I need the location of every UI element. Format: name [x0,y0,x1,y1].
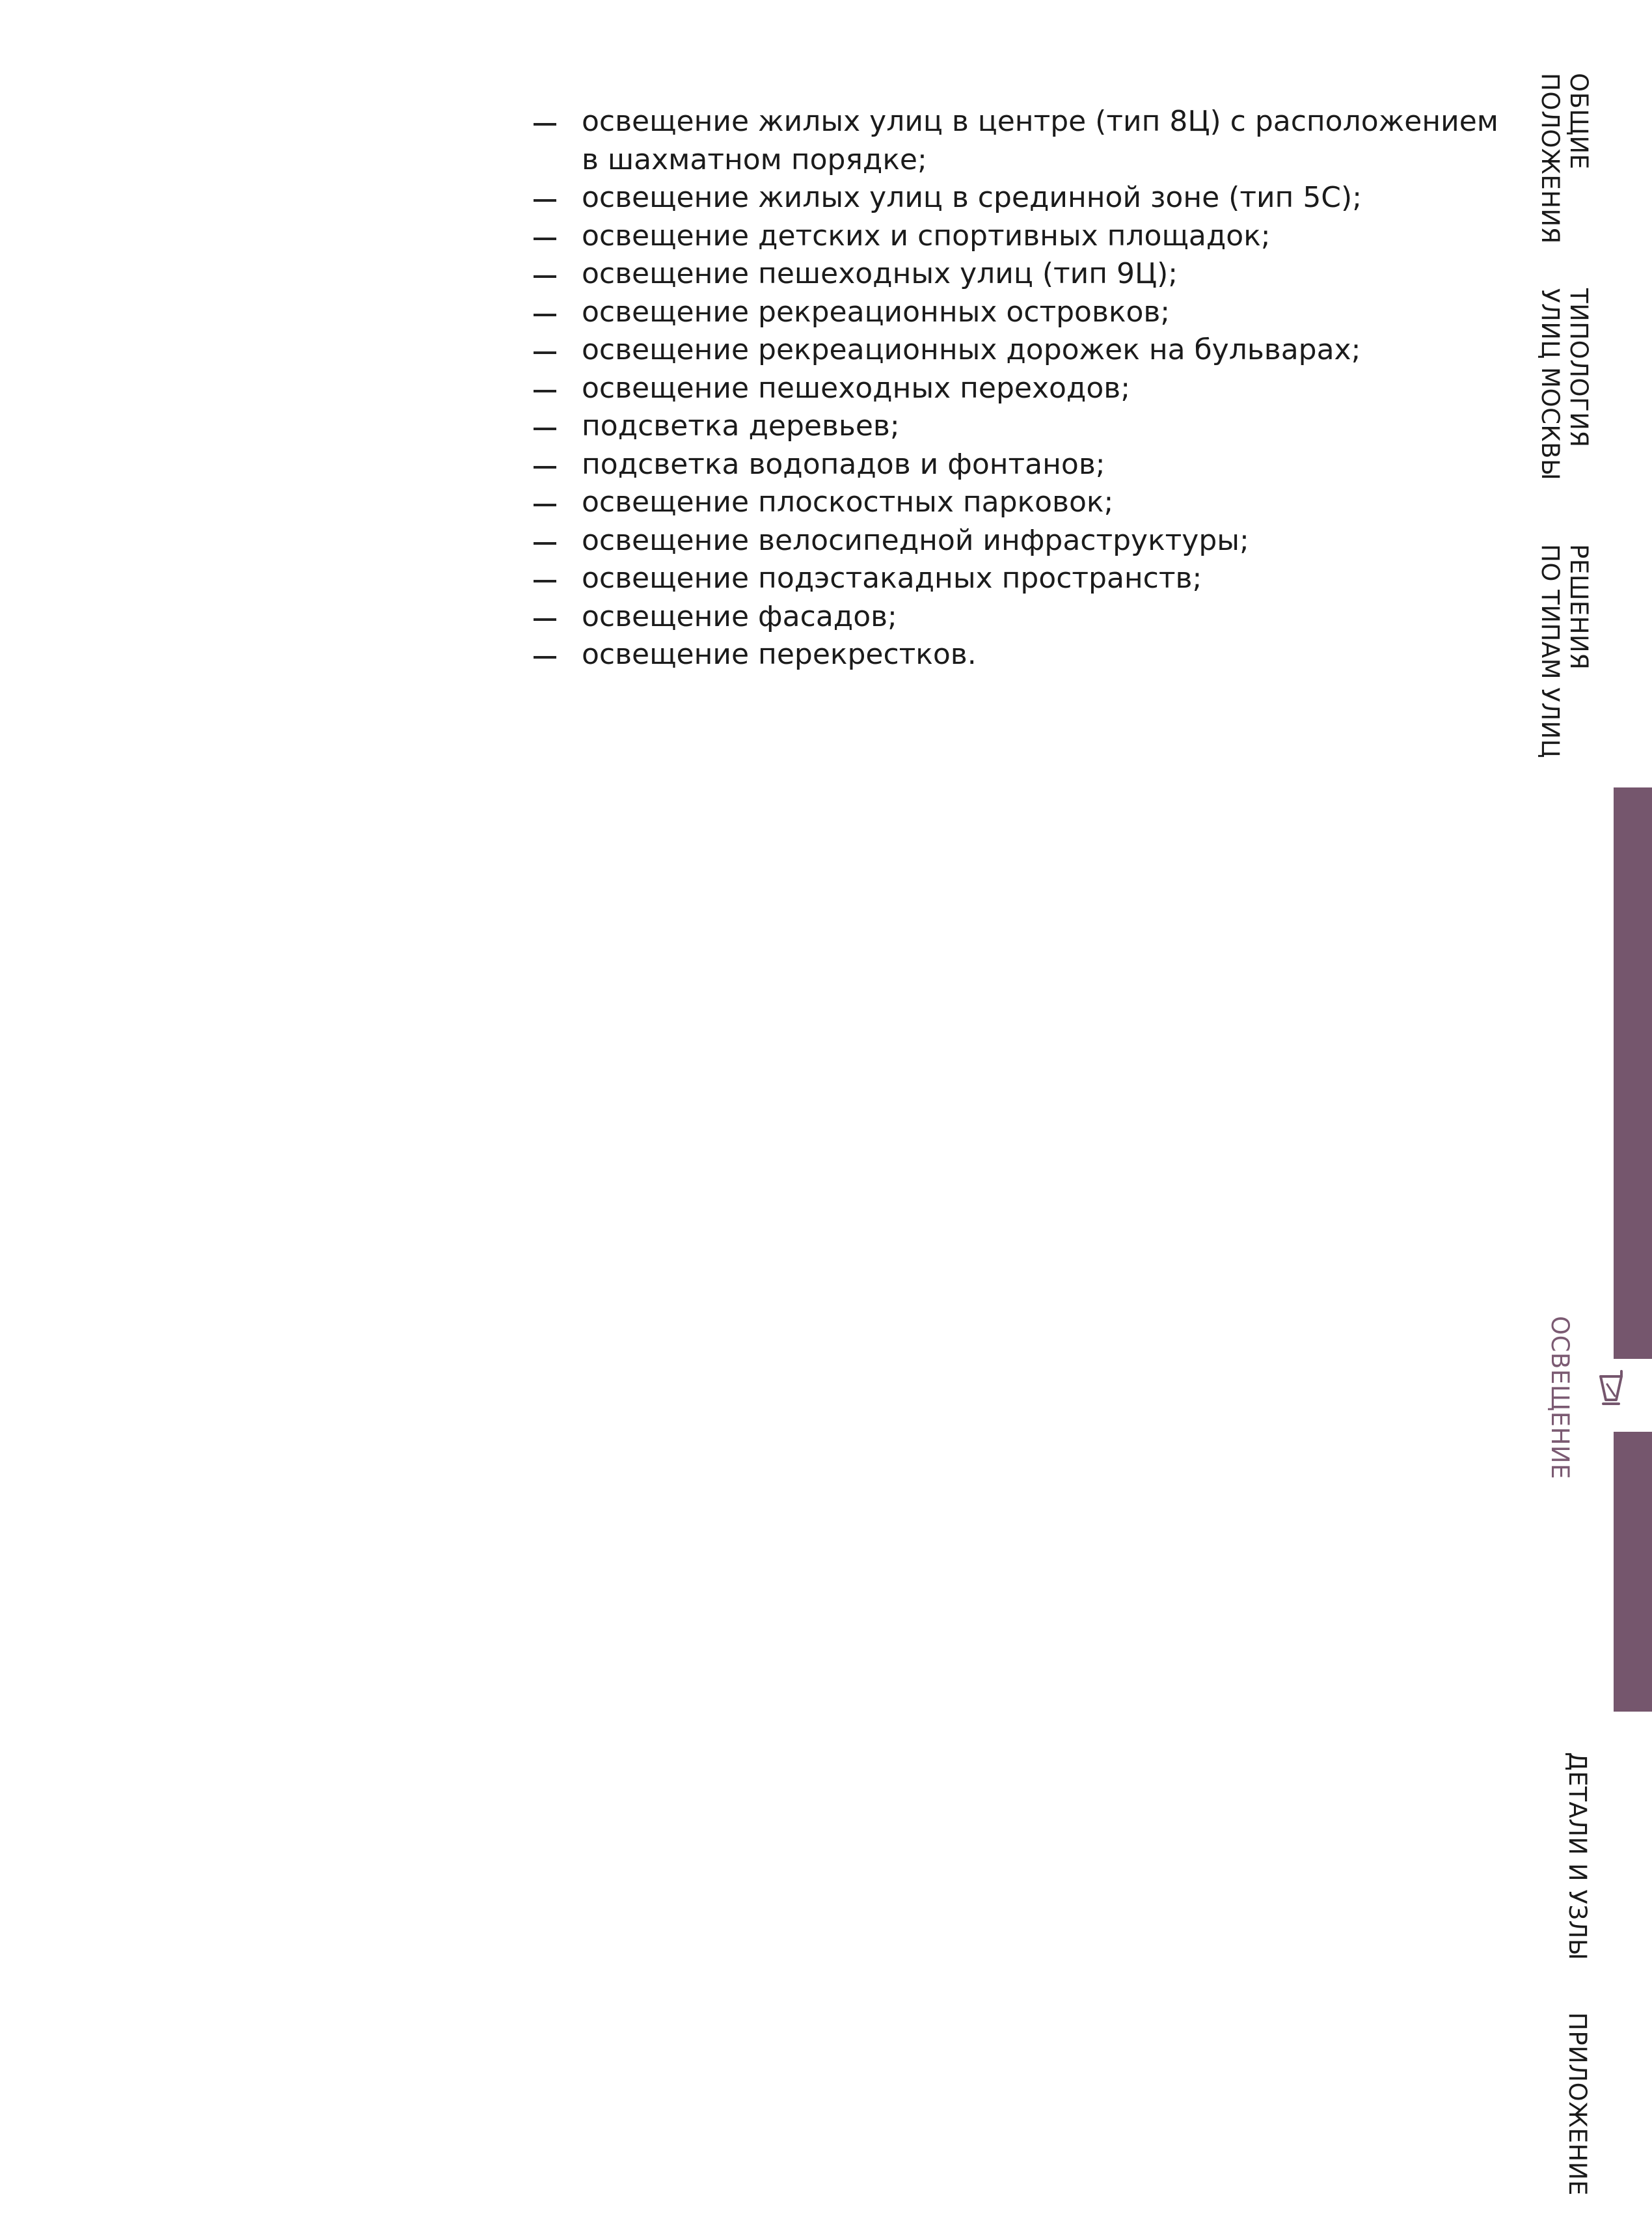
list-item [530,103,1506,179]
list-item-text: освещение фасадов; [582,599,897,633]
list-item-text: подсветка водопадов и фонтанов; [582,447,1105,481]
list-item [530,446,1506,484]
dash-bullet [534,390,556,392]
list-item [530,255,1506,294]
list-item-text: освещение рекреационных дорожек на бульварах; [582,333,1361,366]
list-item-text: освещение подэстакадных пространств; [582,562,1202,595]
list-item-text: освещение рекреационных островков; [582,295,1171,329]
active-section-bar-top [1614,787,1652,1359]
nav-tab-solutions[interactable] [1536,544,1593,758]
list-item-text: освещение плоскостных парковок; [582,485,1114,519]
list-item [530,484,1506,522]
dash-bullet [534,428,556,430]
nav-tab-solutions-label-line2: ПО ТИПАМ УЛИЦ [1536,544,1564,759]
list-item-text: подсветка деревьев; [582,409,900,443]
list-item [530,331,1506,370]
nav-tab-general[interactable] [1536,73,1593,244]
nav-tab-typology[interactable] [1536,288,1593,480]
nav-tab-general-label-line2: ПОЛОЖЕНИЯ [1536,73,1564,244]
list-item [530,179,1506,217]
lighting-types-list-block [530,103,1506,674]
dash-bullet [534,238,556,240]
dash-bullet [534,351,556,354]
nav-tab-details-label: ДЕТАЛИ И УЗЛЫ [1564,1752,1591,1961]
nav-tab-typology-label-line1: ТИПОЛОГИЯ [1565,288,1593,448]
list-item-text: освещение жилых улиц в срединной зоне (тип 5С); [582,181,1362,214]
nav-tab-solutions-label-line1: РЕШЕНИЯ [1565,544,1593,670]
nav-tab-lighting-label: ОСВЕЩЕНИЕ [1546,1316,1574,1479]
dash-bullet [534,618,556,621]
dash-bullet [534,123,556,126]
list-item [530,217,1506,256]
dash-bullet [534,466,556,469]
list-item-text: освещение перекрестков. [582,638,977,671]
nav-tab-appendix-label: ПРИЛОЖЕНИЕ [1564,2012,1591,2196]
nav-tab-lighting[interactable] [1545,1316,1574,1479]
list-item [530,598,1506,636]
list-item-text: освещение детских и спортивных площадок; [582,219,1271,253]
nav-tab-details[interactable] [1563,1752,1591,1960]
dash-bullet [534,542,556,545]
dash-bullet [534,275,556,278]
active-section-bar-bottom [1614,1432,1652,1712]
lighting-types-list [530,103,1506,674]
list-item-text: освещение жилых улиц в центре (тип 8Ц) с расположением [582,105,1498,138]
list-item [530,560,1506,598]
list-item [530,522,1506,560]
nav-tab-typology-label-line2: УЛИЦ МОСКВЫ [1536,288,1564,481]
list-item-text: освещение велосипедной инфраструктуры; [582,523,1249,557]
dash-bullet [534,580,556,582]
dash-bullet [534,656,556,659]
list-item [530,636,1506,674]
dash-bullet [534,504,556,506]
list-item [530,407,1506,446]
list-item-text-continued: в шахматном порядке; [582,143,927,176]
nav-tab-appendix[interactable] [1563,2012,1591,2196]
street-lamp-icon [1595,1370,1627,1406]
nav-tab-general-label-line1: ОБЩИЕ [1565,73,1593,170]
dash-bullet [534,314,556,316]
dash-bullet [534,199,556,202]
list-item [530,294,1506,332]
list-item-text: освещение пешеходных улиц (тип 9Ц); [582,257,1178,290]
list-item [530,370,1506,408]
list-item-text: освещение пешеходных переходов; [582,371,1131,405]
